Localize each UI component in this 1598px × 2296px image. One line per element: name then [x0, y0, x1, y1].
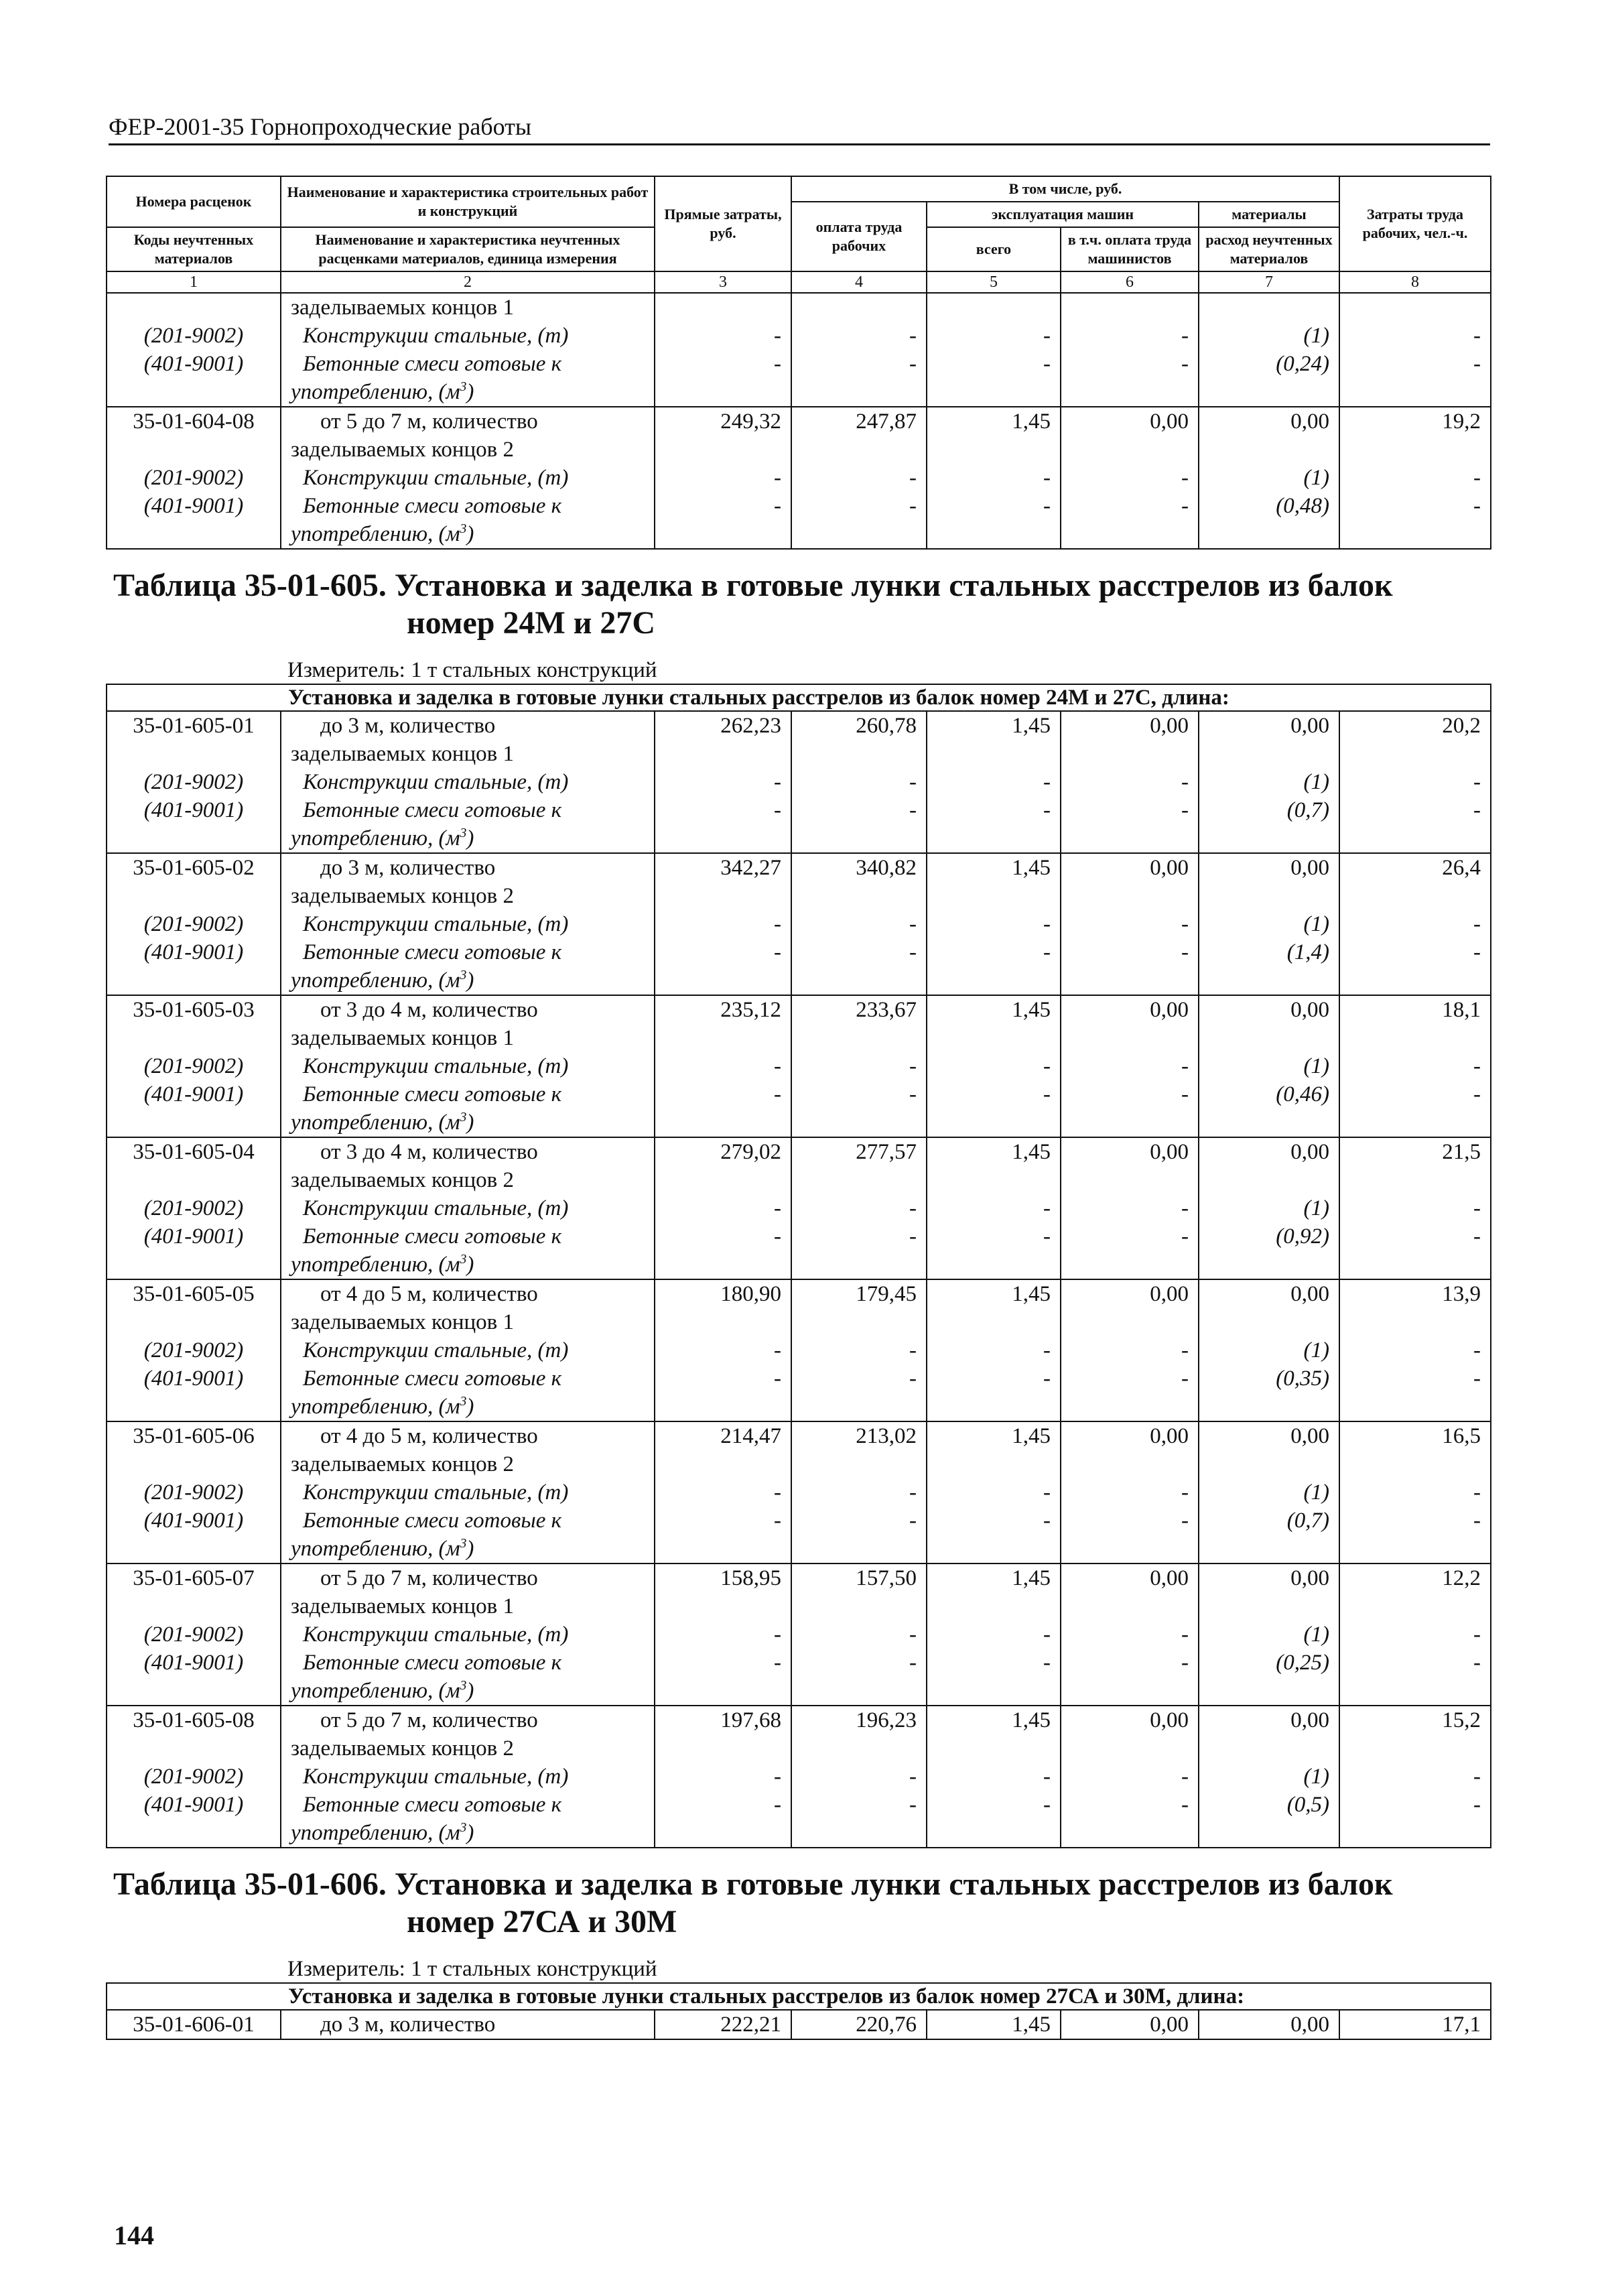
rate-code: 35-01-605-04: [133, 1140, 255, 1164]
rate-row: 35-01-605-08 (201-9002) (401-9001) от 5 до 7 м, количество заделываемых концов 2 Конструкции стальные, (т) Бетонные смеси готовые к употреблению, $(м^3)$ 197,68 - - 196,23 - - 1,45 - - 0,00 - - 0,00 (1) (0,5) 15,2 - -: [107, 1706, 1491, 1848]
rate-row: 35-01-605-01 (201-9002) (401-9001) до 3 м, количество заделываемых концов 1 Конструкции стальные, (т) Бетонные смеси готовые к употреблению, $(м^3)$ 262,23 - - 260,78 - - 1,45 - - 0,00 - - 0,00 (1) (0,7) 20,2 - -: [107, 711, 1491, 853]
col-number: 2: [281, 271, 655, 293]
rate-code: 35-01-604-08: [133, 409, 255, 434]
rate-row: 35-01-604-08 (201-9002) (401-9001) от 5 до 7 м, количество заделываемых концов 2 Конструкции стальные, (т) Бетонные смеси готовые к употреблению, $(м^3)$ 249,32 - - 247,87 - - 1,45 - - 0,00 - - 0,00 (1) (0,48) 19,2 - -: [107, 407, 1491, 549]
section-605: [107, 549, 1491, 684]
rate-row: 35-01-606-01 до 3 м, количество 222,21 220,76 1,45 0,00 0,00 17,1: [107, 2010, 1491, 2039]
table-606-subheading: Установка и заделка в готовые лунки стальных расстрелов из балок номер 27СА и 30М, длина:: [107, 1983, 1491, 2010]
rate-row: 35-01-605-03 (201-9002) (401-9001) от 3 до 4 м, количество заделываемых концов 1 Конструкции стальные, (т) Бетонные смеси готовые к употреблению, $(м^3)$ 235,12 - - 233,67 - - 1,45 - - 0,00 - - 0,00 (1) (0,46) 18,1 - -: [107, 995, 1491, 1137]
page-number: 144: [114, 2220, 154, 2250]
col-materials: материалы: [1199, 202, 1339, 227]
col-number: 1: [107, 271, 281, 293]
col-number: 4: [791, 271, 927, 293]
rate-code: 35-01-605-08: [133, 1708, 255, 1732]
table-605-rows: [107, 711, 1491, 1848]
section-606-body: [107, 1848, 1491, 2039]
col-name-bottom: Наименование и характеристика неучтенных расценками материалов, единица измерения: [281, 227, 655, 271]
col-hours: Затраты труда рабочих, чел.-ч.: [1339, 176, 1491, 271]
col-mat-unaccounted: расход неучтенных материалов: [1199, 227, 1339, 271]
page-header: ФЕР-2001-35 Горнопроходческие работы: [109, 113, 1490, 145]
table-606-title: Таблица 35-01-606. Установка и заделка в готовые лунки стальных расстрелов из балок номер 27СА и 30М: [113, 1866, 1393, 1939]
rate-row-continuation: (201-9002) (401-9001) заделываемых концов 1 Конструкции стальные, (т) Бетонные смеси готовые к употреблению, $(м^3)$ - - - - - - - - (1) (0,24) - -: [107, 293, 1491, 407]
col-number: 8: [1339, 271, 1491, 293]
rate-row: 35-01-605-02 (201-9002) (401-9001) до 3 м, количество заделываемых концов 2 Конструкции стальные, (т) Бетонные смеси готовые к употреблению, $(м^3)$ 342,27 - - 340,82 - - 1,45 - - 0,00 - - 0,00 (1) (1,4) 26,4 - -: [107, 853, 1491, 995]
col-code-bottom: Коды неучтенных материалов: [107, 227, 281, 271]
rate-code: 35-01-605-01: [133, 714, 255, 738]
rate-code: 35-01-606-01: [107, 2010, 281, 2039]
col-number: 6: [1061, 271, 1199, 293]
rate-code: 35-01-605-05: [133, 1282, 255, 1306]
rate-code: 35-01-605-03: [133, 998, 255, 1022]
col-name-top: Наименование и характеристика строительных работ и конструкций: [281, 176, 655, 227]
column-numbers-row: [107, 271, 1491, 293]
rate-row: 35-01-605-05 (201-9002) (401-9001) от 4 до 5 м, количество заделываемых концов 1 Конструкции стальные, (т) Бетонные смеси готовые к употреблению, $(м^3)$ 180,90 - - 179,45 - - 1,45 - - 0,00 - - 0,00 (1) (0,35) 13,9 - -: [107, 1279, 1491, 1421]
rate-row: 35-01-605-07 (201-9002) (401-9001) от 5 до 7 м, количество заделываемых концов 1 Конструкции стальные, (т) Бетонные смеси готовые к употреблению, $(м^3)$ 158,95 - - 157,50 - - 1,45 - - 0,00 - - 0,00 (1) (0,25) 12,2 - -: [107, 1564, 1491, 1706]
col-machines: эксплуатация машин: [927, 202, 1199, 227]
rate-code: 35-01-605-02: [133, 856, 255, 880]
col-labor: оплата труда рабочих: [791, 202, 927, 271]
rate-code: 35-01-605-07: [133, 1566, 255, 1590]
col-incl: В том числе, руб.: [791, 176, 1339, 202]
col-direct: Прямые затраты, руб.: [655, 176, 791, 271]
col-mach-labor: в т.ч. оплата труда машинистов: [1061, 227, 1199, 271]
rate-code: 35-01-605-06: [133, 1424, 255, 1448]
table-605-title: Таблица 35-01-605. Установка и заделка в готовые лунки стальных расстрелов из балок номер 24М и 27С: [113, 568, 1393, 641]
col-code-top: Номера расценок: [107, 176, 281, 227]
rate-row: 35-01-605-04 (201-9002) (401-9001) от 3 до 4 м, количество заделываемых концов 2 Конструкции стальные, (т) Бетонные смеси готовые к употреблению, $(м^3)$ 279,02 - - 277,57 - - 1,45 - - 0,00 - - 0,00 (1) (0,92) 21,5 - -: [107, 1137, 1491, 1279]
col-number: 5: [927, 271, 1061, 293]
table-605-measure: Измеритель: 1 т стальных конструкций: [287, 658, 657, 682]
rates-body: [107, 293, 1491, 711]
table-header: [107, 176, 1491, 293]
col-number: 7: [1199, 271, 1339, 293]
table-606-measure: Измеритель: 1 т стальных конструкций: [287, 1957, 657, 1981]
rate-row: 35-01-605-06 (201-9002) (401-9001) от 4 до 5 м, количество заделываемых концов 2 Конструкции стальные, (т) Бетонные смеси готовые к употреблению, $(м^3)$ 214,47 - - 213,02 - - 1,45 - - 0,00 - - 0,00 (1) (0,7) 16,5 - -: [107, 1421, 1491, 1564]
section-606: [107, 1848, 1491, 1983]
rates-table: [106, 176, 1491, 2040]
col-number: 3: [655, 271, 791, 293]
table-605-subheading: Установка и заделка в готовые лунки стальных расстрелов из балок номер 24М и 27С, длина:: [107, 684, 1491, 711]
col-mach-total: всего: [927, 227, 1061, 271]
